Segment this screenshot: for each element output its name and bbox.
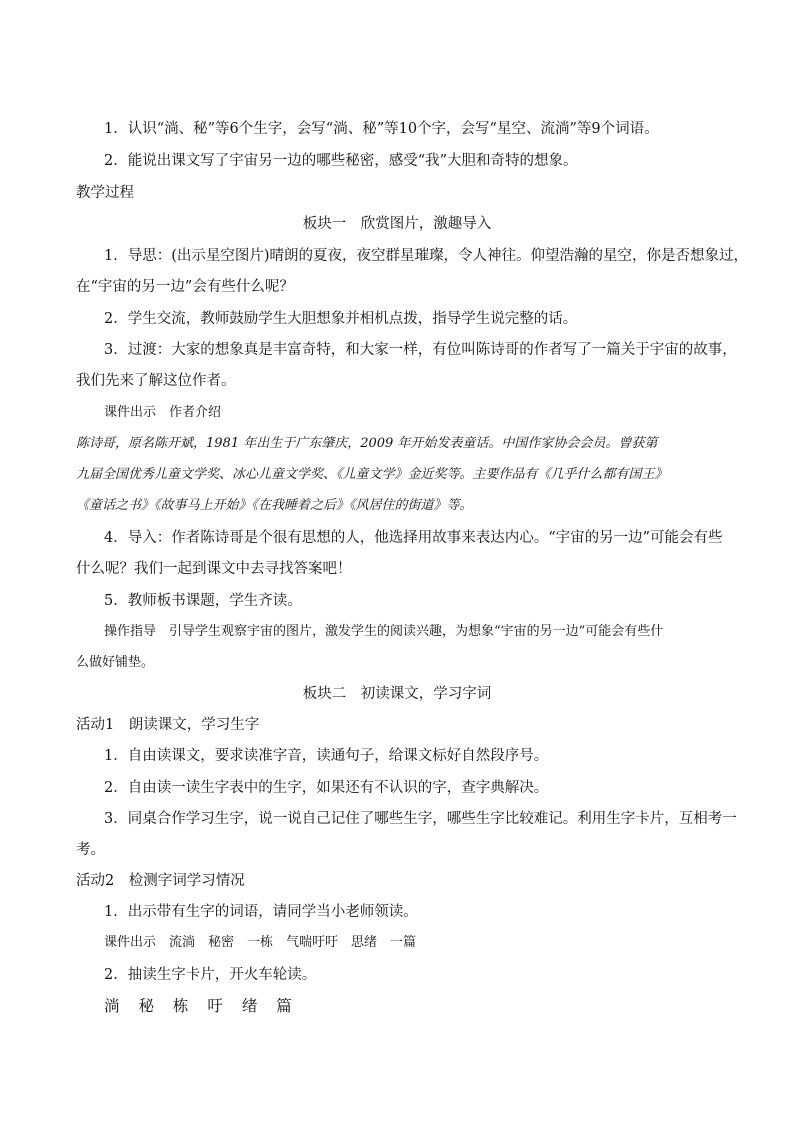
a1-item3-line1: 3．同桌合作学习生字，说一说自己记住了哪些生字，哪些生字比较难记。利用生字卡片，互相考一 [104,811,737,827]
a2-item2: 2．抽读生字卡片，开火车轮读。 [104,967,317,983]
guide-line2: 么做好铺垫。 [76,655,155,670]
s1-item4-line2: 什么呢？我们一起到课文中去寻找答案吧！ [76,561,352,577]
character-list [104,995,734,1017]
character: 绪 [241,997,258,1015]
section1-title: 板块一 欣赏图片，激趣导入 [302,216,492,232]
a2-courseware: 课件出示 流淌 秘密 一栋 气喘吁吁 思绪 一篇 [104,935,417,950]
objective-1: 1．认识“淌、秘”等6个生字，会写“淌、秘”等10个字，会写“星空、流淌”等9个词语。 [104,121,659,137]
author-intro-line1: 陈诗哥，原名陈开斌，1981 年出生于广东肇庆，2009 年开始发表童话。中国作家协会会员。曾获第 [76,436,658,451]
s1-item1-line2: 在“宇宙的另一边”会有些什么呢？ [76,279,294,295]
s1-item1-line1: 1．导思：(出示星空图片)晴朗的夏夜，夜空群星璀璨，令人神往。仰望浩瀚的星空，你是否想象过， [104,248,749,264]
objective-2: 2．能说出课文写了宇宙另一边的哪些秘密，感受“我”大胆和奇特的想象。 [104,153,578,169]
section2-title: 板块二 初读课文，学习字词 [302,686,492,702]
s1-item2: 2．学生交流，教师鼓励学生大胆想象并相机点拨，指导学生说完整的话。 [104,311,578,327]
process-heading: 教学过程 [76,185,134,201]
author-intro-line3: 《童话之书》《故事马上开始》《在我睡着之后》《风居住的街道》等。 [76,498,473,513]
character: 篇 [276,997,292,1015]
s1-item3-line1: 3．过渡：大家的想象真是丰富奇特，和大家一样，有位叫陈诗哥的作者写了一篇关于宇宙的故事， [104,342,737,358]
guide-line1: 操作指导 引导学生观察宇宙的图片，激发学生的阅读兴趣，为想象“宇宙的另一边”可能会有些什 [104,624,664,639]
s1-item4-line1: 4．导入：作者陈诗哥是个很有思想的人，他选择用故事来表达内心。“宇宙的另一边”可能会有些 [104,530,723,546]
activity1-title: 活动1 朗读课文，学习生字 [76,717,260,733]
activity2-title: 活动2 检测字词学习情况 [76,873,245,889]
character: 秘 [138,997,154,1015]
s1-item5: 5．教师板书课题，学生齐读。 [104,593,302,609]
author-intro-line2: 九届全国优秀儿童文学奖、冰心儿童文学奖、《儿童文学》金近奖等。主要作品有《几乎什么都有国王》 [76,467,668,482]
character: 栋 [172,997,189,1015]
character: 吁 [207,997,223,1015]
a1-item2: 2．自由读一读生字表中的生字，如果还有不认识的字，查字典解决。 [104,780,549,796]
courseware-label: 课件出示 作者介绍 [104,405,222,420]
a1-item3-line2: 考。 [76,842,105,858]
character: 淌 [104,997,120,1015]
a1-item1: 1．自由读课文，要求读准字音，读通句子，给课文标好自然段序号。 [104,748,549,764]
s1-item3-line2: 我们先来了解这位作者。 [76,373,236,389]
a2-item1: 1．出示带有生字的词语，请同学当小老师领读。 [104,904,418,920]
